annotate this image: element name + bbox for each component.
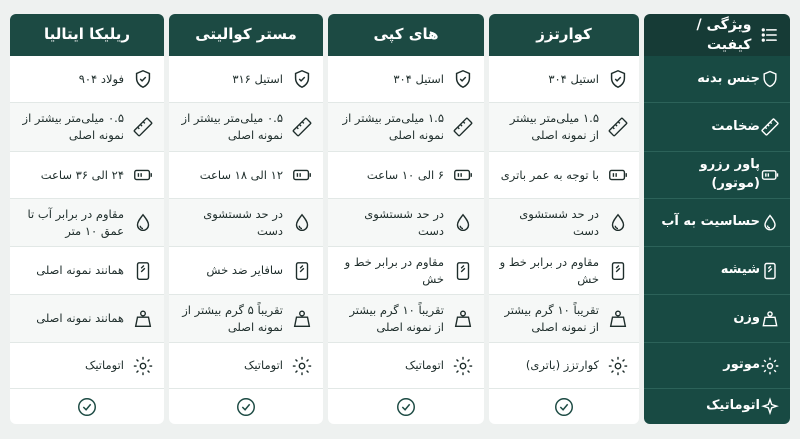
check-circle-icon — [235, 396, 257, 418]
table-cell: سافایر ضد خش — [169, 247, 323, 295]
gear-icon — [607, 355, 629, 377]
row-label-movement: موتور — [644, 343, 790, 389]
table-cell: ۰.۵ میلی‌متر بیشتر از نمونه اصلی — [10, 103, 164, 152]
row-label-automatic: اتوماتیک — [644, 389, 790, 424]
battery-icon — [760, 165, 780, 185]
table-cell: ۱۲ الی ۱۸ ساعت — [169, 152, 323, 199]
water-drop-icon — [607, 212, 629, 234]
list-icon — [759, 24, 780, 46]
column-header-replica-italy: ریلیکا ایتالیا — [10, 14, 164, 56]
water-drop-icon — [452, 212, 474, 234]
water-drop-icon — [760, 213, 780, 233]
row-label-water-sensitivity: حساسیت به آب — [644, 199, 790, 247]
battery-icon — [452, 164, 474, 186]
battery-icon — [291, 164, 313, 186]
check-circle-icon — [553, 396, 575, 418]
table-cell: مقاوم در برابر خط و خش — [489, 247, 639, 295]
column-header-master-quality: مستر کوالیتی — [169, 14, 323, 56]
column-header-quartz: کوارتزز — [489, 14, 639, 56]
ruler-icon — [132, 116, 154, 138]
feature-column-title: ویژگی / کیفیت — [696, 16, 752, 53]
table-cell: استیل ۳۱۶ — [169, 56, 323, 103]
table-cell: مقاوم در برابر آب تا عمق ۱۰ متر — [10, 199, 164, 247]
table-cell: در حد شستشوی دست — [489, 199, 639, 247]
ruler-icon — [291, 116, 313, 138]
water-drop-icon — [132, 212, 154, 234]
table-cell: همانند نمونه اصلی — [10, 247, 164, 295]
table-cell: کوارتزز (باتری) — [489, 343, 639, 389]
row-label-glass: شیشه — [644, 247, 790, 295]
table-cell: تقریباً ۱۰ گرم بیشتر از نمونه اصلی — [489, 295, 639, 343]
check-circle-icon — [395, 396, 417, 418]
table-cell: مقاوم در برابر خط و خش — [328, 247, 484, 295]
weight-icon — [291, 308, 313, 330]
gear-icon — [760, 356, 780, 376]
shield-icon — [291, 68, 313, 90]
table-cell: با توجه به عمر باتری — [489, 152, 639, 199]
shield-icon — [607, 68, 629, 90]
table-cell — [328, 389, 484, 424]
gear-icon — [291, 355, 313, 377]
shield-icon — [760, 69, 780, 89]
weight-icon — [132, 308, 154, 330]
glass-icon — [132, 260, 154, 282]
row-label-weight: وزن — [644, 295, 790, 343]
glass-icon — [607, 260, 629, 282]
shield-icon — [452, 68, 474, 90]
table-cell: ۲۴ الی ۳۶ ساعت — [10, 152, 164, 199]
glass-icon — [760, 261, 780, 281]
table-cell: اتوماتیک — [10, 343, 164, 389]
row-label-body-material: جنس بدنه — [644, 56, 790, 103]
table-cell: ۰.۵ میلی‌متر بیشتر از نمونه اصلی — [169, 103, 323, 152]
row-label-power-reserve: پاور رزرو (موتور) — [644, 152, 790, 199]
weight-icon — [760, 309, 780, 329]
table-cell — [489, 389, 639, 424]
check-circle-icon — [76, 396, 98, 418]
battery-icon — [132, 164, 154, 186]
table-cell: همانند نمونه اصلی — [10, 295, 164, 343]
ruler-icon — [607, 116, 629, 138]
ruler-icon — [760, 117, 780, 137]
comparison-table — [10, 14, 790, 424]
table-cell: تقریباً ۱۰ گرم بیشتر از نمونه اصلی — [328, 295, 484, 343]
table-cell — [10, 389, 164, 424]
gear-icon — [132, 355, 154, 377]
column-header-copy: های کپی — [328, 14, 484, 56]
table-cell: در حد شستشوی دست — [169, 199, 323, 247]
table-cell: تقریباً ۵ گرم بیشتر از نمونه اصلی — [169, 295, 323, 343]
table-cell: ۱.۵ میلی‌متر بیشتر از نمونه اصلی — [328, 103, 484, 152]
table-cell: ۶ الی ۱۰ ساعت — [328, 152, 484, 199]
ruler-icon — [452, 116, 474, 138]
weight-icon — [452, 308, 474, 330]
weight-icon — [607, 308, 629, 330]
sparkle-icon — [760, 397, 780, 417]
water-drop-icon — [291, 212, 313, 234]
table-cell: ۱.۵ میلی‌متر بیشتر از نمونه اصلی — [489, 103, 639, 152]
gear-icon — [452, 355, 474, 377]
shield-icon — [132, 68, 154, 90]
table-cell: فولاد ۹۰۴ — [10, 56, 164, 103]
glass-icon — [452, 260, 474, 282]
table-cell: اتوماتیک — [169, 343, 323, 389]
battery-icon — [607, 164, 629, 186]
feature-column-header — [644, 14, 790, 56]
glass-icon — [291, 260, 313, 282]
table-cell: اتوماتیک — [328, 343, 484, 389]
table-cell: استیل ۳۰۴ — [328, 56, 484, 103]
row-label-thickness: ضخامت — [644, 103, 790, 152]
table-cell: استیل ۳۰۴ — [489, 56, 639, 103]
table-cell — [169, 389, 323, 424]
table-cell: در حد شستشوی دست — [328, 199, 484, 247]
